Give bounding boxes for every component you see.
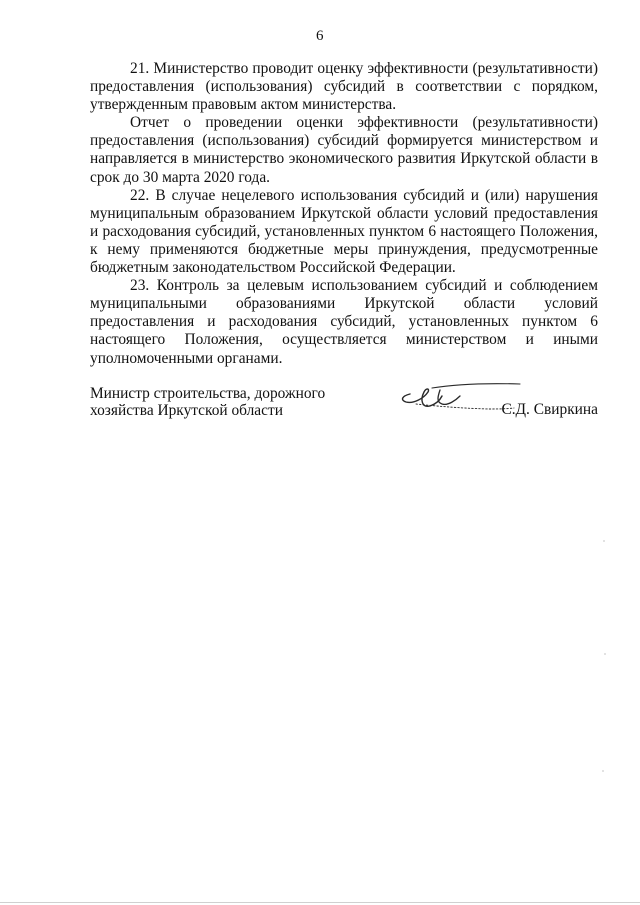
document-body — [90, 60, 598, 368]
signer-position-line2: хозяйства Иркутской области — [90, 401, 283, 419]
scan-artifact — [603, 540, 605, 542]
paragraph-21: 21. Министерство проводит оценку эффективности (результативности) предоставления (использования) субсидий в соответствии с порядком, утвержденным правовым актом министерства. — [90, 60, 598, 114]
signer-name: С.Д. Свиркина — [501, 401, 598, 418]
signature-block — [90, 386, 598, 446]
scan-edge — [0, 902, 640, 903]
signer-position — [90, 386, 340, 419]
scan-artifact — [604, 653, 606, 655]
paragraph-23: 23. Контроль за целевым использованием субсидий и соблюдением муниципальными образованиями Иркутской области условий предоставления и расходования субсидий, установленных пунктом 6 настоящего Положения, осуществляется министерством и иными уполномоченными органами. — [90, 277, 598, 367]
scan-artifact — [602, 770, 604, 772]
signer-position-line1: Министр строительства, дорожного — [90, 385, 326, 402]
paragraph-22: 22. В случае нецелевого использования субсидий и (или) нарушения муниципальным образованием Иркутской области условий предоставления и расходования субсидий, установленных пунктом 6 настоящего Положения, к нему применяются бюджетные меры принуждения, предусмотренные бюджетным законодательством Российской Федерации. — [90, 186, 598, 277]
page-number: 6 — [316, 28, 324, 44]
paragraph-report: Отчет о проведении оценки эффективности (результативности) предоставления (использования) субсидий формируется министерством и направляется в министерство экономического развития Иркутской области в срок до 30 марта 2020 года. — [90, 114, 598, 186]
